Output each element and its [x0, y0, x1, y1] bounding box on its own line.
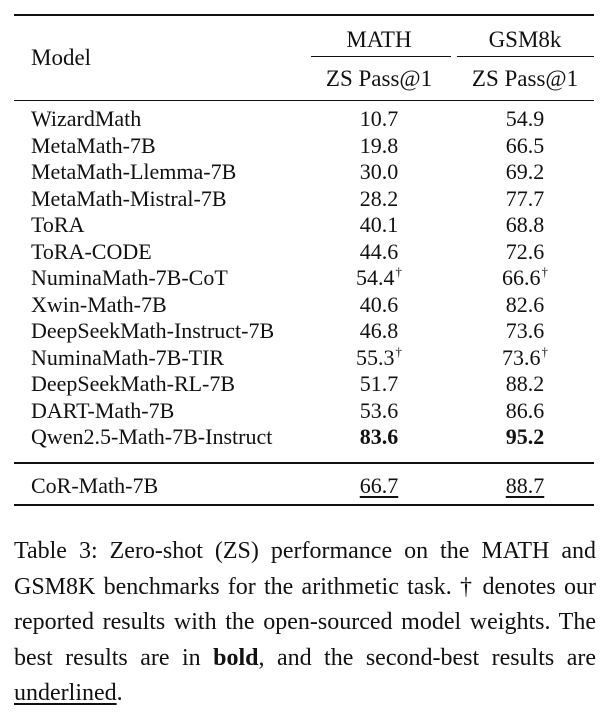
table-row: [0, 238, 608, 265]
math-cell-value: 19.8: [359, 132, 399, 158]
subheader-gsm: ZS Pass@1: [471, 66, 579, 91]
model-cell: Xwin-Math-7B: [31, 291, 167, 317]
math-cell: [309, 291, 449, 318]
header-gsm8k: GSM8k: [488, 27, 562, 52]
gsm-cell-value: 66.6: [502, 265, 541, 290]
gsm-cell-value: 66.5: [505, 132, 545, 158]
math-cell-value: 53.6: [359, 397, 399, 423]
model-cell: DeepSeekMath-RL-7B: [31, 371, 236, 396]
header-model: Model: [31, 45, 92, 70]
math-cell: [309, 132, 449, 159]
gsm-cell-value: 54.9: [505, 106, 545, 131]
model-cell: MetaMath-Mistral-7B: [31, 185, 227, 211]
math-cell: [309, 370, 449, 397]
math-cell-value: 46.8: [359, 318, 399, 343]
caption-text-1: Table 3: Zero-shot (ZS) performance on the MATH and GSM8K benchmarks for the arithmetic task. † denotes our reported results with the open-sourced model weights. The best results are in: [14, 538, 596, 671]
gsm-cell: [455, 132, 595, 159]
gsm-cell: [455, 317, 595, 344]
gsm-cell-value: 95.2: [505, 424, 545, 449]
gsm-cell: [455, 370, 595, 397]
caption-underline-word: underlined: [14, 680, 117, 706]
model-cell: WizardMath: [31, 106, 142, 131]
math-cell: [309, 238, 449, 265]
gsm-cell-value: 77.7: [505, 185, 545, 211]
table-row: [0, 397, 608, 424]
math-cell: [309, 185, 449, 212]
caption-text-2: , and the second-best results are: [258, 644, 596, 671]
ours-gsm-cell: [455, 472, 595, 499]
table-row: [0, 423, 608, 450]
math-cell: [309, 105, 449, 132]
ours-gsm-value: 88.7: [505, 473, 545, 498]
model-cell: NuminaMath-7B-CoT: [31, 265, 228, 290]
model-cell: DeepSeekMath-Instruct-7B: [31, 318, 275, 343]
model-cell: MetaMath-7B: [31, 132, 156, 158]
gsm-cell: [455, 185, 595, 212]
table-row: [0, 291, 608, 318]
table-caption: [14, 534, 596, 712]
table-row: [0, 344, 608, 371]
math-cell: [309, 397, 449, 424]
table-row-ours: [0, 472, 608, 499]
math-cell: [309, 344, 449, 374]
table-row: [0, 185, 608, 212]
table-row: [0, 105, 608, 132]
table-row: [0, 317, 608, 344]
table-bottom-rule: [14, 504, 594, 506]
math-cell: [309, 264, 449, 294]
math-cell: [309, 211, 449, 238]
dagger-mark: †: [541, 264, 548, 279]
table-row: [0, 370, 608, 397]
caption-text-3: .: [116, 680, 123, 706]
model-cell: MetaMath-Llemma-7B: [31, 159, 237, 184]
math-cell: [309, 158, 449, 185]
ours-math-value: 66.7: [359, 473, 399, 498]
header-bottom-rule: [14, 100, 594, 101]
header-math-rule: [311, 56, 451, 57]
gsm-cell: [455, 344, 595, 374]
gsm-cell: [455, 291, 595, 318]
gsm-cell: [455, 105, 595, 132]
math-cell-value: 55.3: [356, 344, 395, 370]
gsm-cell: [455, 238, 595, 265]
header-gsm-rule: [457, 56, 594, 57]
gsm-cell-value: 73.6: [505, 318, 545, 343]
math-cell-value: 30.0: [359, 159, 399, 184]
header-math: MATH: [346, 27, 412, 52]
math-cell: [309, 423, 449, 450]
gsm-cell: [455, 423, 595, 450]
table-row: [0, 158, 608, 185]
gsm-cell-value: 68.8: [505, 212, 545, 237]
math-cell-value: 10.7: [359, 106, 399, 131]
gsm-cell-value: 69.2: [505, 159, 545, 184]
math-cell-value: 54.4: [356, 265, 395, 290]
gsm-cell: [455, 211, 595, 238]
gsm-cell: [455, 158, 595, 185]
model-cell: ToRA: [31, 212, 85, 237]
math-cell-value: 40.1: [359, 212, 399, 237]
caption-bold-word: bold: [213, 644, 259, 671]
model-cell: Qwen2.5-Math-7B-Instruct: [31, 424, 273, 449]
dagger-mark: †: [541, 343, 548, 359]
math-cell-value: 28.2: [359, 185, 399, 211]
table-row: [0, 264, 608, 291]
model-cell: ToRA-CODE: [31, 238, 152, 264]
dagger-mark: †: [395, 343, 402, 359]
ours-math-cell: [309, 472, 449, 499]
table-row: [0, 132, 608, 159]
gsm-cell-value: 88.2: [505, 371, 545, 396]
math-cell-value: 44.6: [359, 238, 399, 264]
dagger-mark: †: [395, 264, 402, 279]
gsm-cell-value: 73.6: [502, 344, 541, 370]
ours-separator-rule: [14, 462, 594, 464]
gsm-cell: [455, 264, 595, 294]
table-top-rule: [14, 14, 594, 16]
ours-model-cell: CoR-Math-7B: [31, 473, 159, 498]
math-cell-value: 40.6: [359, 291, 399, 317]
subheader-math: ZS Pass@1: [325, 66, 433, 91]
gsm-cell: [455, 397, 595, 424]
model-cell: DART-Math-7B: [31, 397, 175, 423]
model-cell: NuminaMath-7B-TIR: [31, 344, 225, 370]
math-cell-value: 51.7: [359, 371, 399, 396]
gsm-cell-value: 72.6: [505, 238, 545, 264]
math-cell: [309, 317, 449, 344]
table-row: [0, 211, 608, 238]
math-cell-value: 83.6: [359, 424, 399, 449]
gsm-cell-value: 86.6: [505, 397, 545, 423]
gsm-cell-value: 82.6: [505, 291, 545, 317]
